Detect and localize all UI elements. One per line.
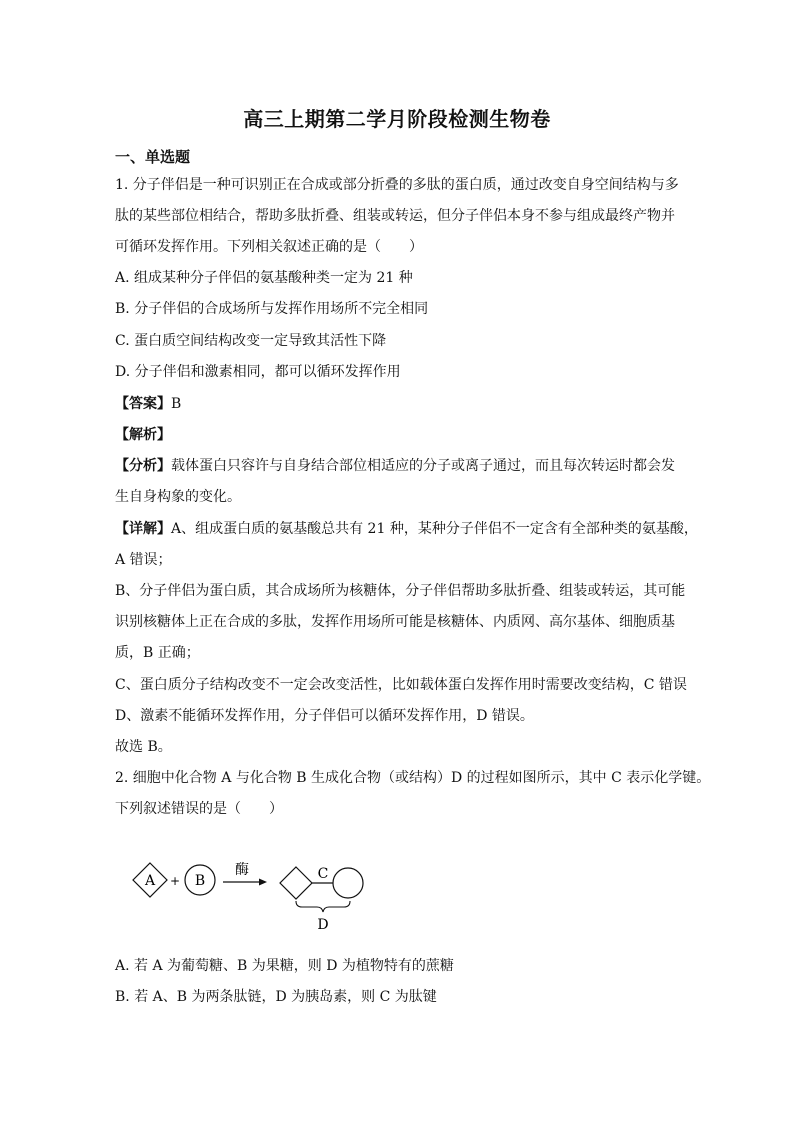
q1-answer xyxy=(115,395,181,413)
q2-stem-line: 下列叙述错误的是（ ） xyxy=(115,801,283,817)
product-diamond-shape xyxy=(280,867,312,899)
section-heading: 一、单选题 xyxy=(115,148,191,166)
product-circle-shape xyxy=(333,868,363,898)
q1-option-b: B. 分子伴侣的合成场所与发挥作用场所不完全相同 xyxy=(115,301,429,317)
q1-stem-line: 可循环发挥作用。下列相关叙述正确的是（ ） xyxy=(115,239,423,255)
q1-detail-line: B、分子伴侣为蛋白质，其合成场所为核糖体，分子伴侣帮助多肽折叠、组装或转运，其可能 xyxy=(115,583,686,599)
page-title: 高三上期第二学月阶段检测生物卷 xyxy=(243,107,551,131)
answer-tag: 【答案】 xyxy=(115,396,171,412)
q1-option-c: C. 蛋白质空间结构改变一定导致其活性下降 xyxy=(115,333,387,349)
q1-detail-line: A 错误； xyxy=(115,552,172,568)
plus-sign: + xyxy=(169,874,181,888)
enzyme-label: 酶 xyxy=(235,862,249,878)
label-d: D xyxy=(317,917,329,933)
arrow-head-icon xyxy=(259,879,267,886)
label-c: C xyxy=(317,866,329,882)
detail-tag: 【详解】 xyxy=(115,521,171,537)
q1-conclusion: 故选 B。 xyxy=(115,739,172,755)
q1-analysis-tag xyxy=(115,426,171,444)
q1-option-a: A. 组成某种分子伴侣的氨基酸种类一定为 21 种 xyxy=(115,270,413,286)
q1-fenxi-line: 生自身构象的变化。 xyxy=(115,489,241,505)
q1-detail-line: D、激素不能循环发挥作用，分子伴侣可以循环发挥作用，D 错误。 xyxy=(115,708,534,724)
label-b: B xyxy=(194,873,206,889)
q1-stem-line: 肽的某些部位相结合，帮助多肽折叠、组装或转运，但分子伴侣本身不参与组成最终产物并 xyxy=(115,208,675,224)
fenxi-tag: 【分析】 xyxy=(115,458,171,474)
analysis-tag: 【解析】 xyxy=(115,427,171,443)
q1-detail-line: C、蛋白质分子结构改变不一定会改变活性，比如载体蛋白发挥作用时需要改变结构，C 错误 xyxy=(115,677,687,693)
reaction-diagram xyxy=(120,850,380,940)
q1-option-d: D. 分子伴侣和激素相同，都可以循环发挥作用 xyxy=(115,364,401,380)
q1-detail-line: 识别核糖体上正在合成的多肽，发挥作用场所可能是核糖体、内质网、高尔基体、细胞质基 xyxy=(115,614,675,630)
q1-detail-line: 质，B 正确； xyxy=(115,645,200,661)
label-a: A xyxy=(144,873,156,889)
detail-text: A、组成蛋白质的氨基酸总共有 21 种，某种分子伴侣不一定含有全部种类的氨基酸， xyxy=(171,521,698,537)
q2-option-b: B. 若 A、B 为两条肽链，D 为胰岛素，则 C 为肽键 xyxy=(115,989,437,1005)
q1-stem-line: 1. 分子伴侣是一种可识别正在合成或部分折叠的多肽的蛋白质，通过改变自身空间结构与多 xyxy=(115,177,679,193)
q2-option-a: A. 若 A 为葡萄糖、B 为果糖，则 D 为植物特有的蔗糖 xyxy=(115,958,454,974)
q1-detail-line xyxy=(115,520,698,538)
answer-value: B xyxy=(171,396,182,412)
brace-shape xyxy=(296,901,350,912)
q2-stem-line: 2. 细胞中化合物 A 与化合物 B 生成化合物（或结构）D 的过程如图所示，其中 C 表示化学键。 xyxy=(115,770,711,786)
q1-fenxi-line xyxy=(115,457,675,475)
fenxi-text: 载体蛋白只容许与自身结合部位相适应的分子或离子通过，而且每次转运时都会发 xyxy=(171,458,675,474)
